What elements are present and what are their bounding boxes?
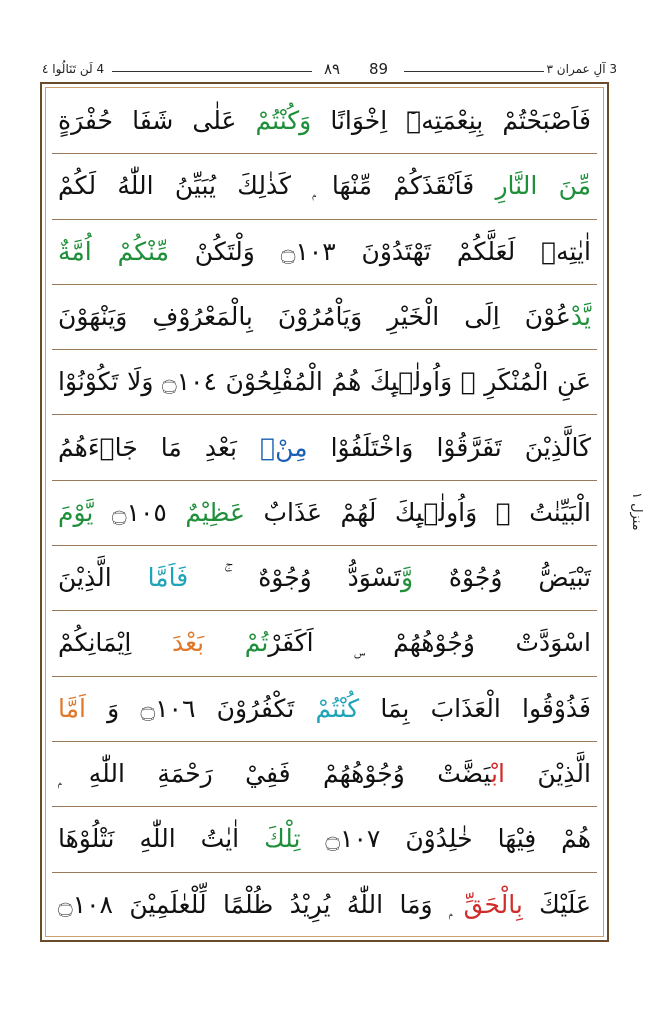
text-segment: ھُمْ فِيْھَا خٰلِدُوْنَ ۝١٠٧ xyxy=(300,824,591,854)
text-segment: كُنْتُمْ xyxy=(315,693,360,723)
text-segment: مِّنَ النَّارِ xyxy=(495,171,591,201)
text-segment: اَمَّا xyxy=(58,693,86,723)
text-segment: مِنْۢ xyxy=(260,432,308,462)
text-segment: الَّذِيْنَ xyxy=(58,563,148,593)
text-segment: فَاَنْقَذَكُمْ مِّنْهَا ۭ كَذٰلِكَ يُبَيِّنُ اللّٰهُ لَكُمْ xyxy=(58,171,496,201)
text-line xyxy=(52,676,597,742)
text-line xyxy=(52,610,597,676)
text-segment: فَاَمَّا xyxy=(147,563,189,593)
text-segment: عَلَيْكَ xyxy=(522,889,591,919)
surah-label: 3 آلِ عمران ٣ xyxy=(546,62,617,76)
text-segment: تَسْوَدُّ وُجُوْهٌ ۚ xyxy=(188,563,401,593)
text-segment: اٰيٰتُ اللّٰهِ نَتْلُوْھَا xyxy=(58,824,265,854)
text-line xyxy=(52,153,597,219)
text-line xyxy=(52,219,597,285)
text-lines xyxy=(45,87,604,937)
text-segment: تِلْكَ xyxy=(264,824,301,854)
text-segment: تُمْ xyxy=(244,628,269,658)
text-segment: عَلٰى شَفَا حُفْرَةٍ xyxy=(58,106,237,135)
text-segment: ابْ xyxy=(491,759,505,788)
text-line xyxy=(52,545,597,611)
text-segment: تَبْيَضُّ وُجُوْهٌ xyxy=(413,563,591,593)
text-segment: الَّذِيْنَ xyxy=(504,759,591,788)
text-line xyxy=(52,415,597,481)
text-line xyxy=(52,806,597,872)
text-segment: بِالْحَقِّ xyxy=(463,889,523,919)
text-line xyxy=(52,872,597,937)
text-segment: ۝١٠٥ xyxy=(93,497,186,527)
text-segment: كَالَّذِيْنَ تَفَرَّقُوْا وَاخْتَلَفُوْا xyxy=(307,432,592,462)
text-segment: وَّ xyxy=(400,563,414,593)
text-segment: بَعْدَ xyxy=(171,628,245,658)
text-segment: بَعْدِ مَا جَاۗءَھُمُ xyxy=(58,432,261,462)
text-segment: الْبَيِّنٰتُ ۭ وَاُولٰۗىِٕكَ لَھُمْ عَذَابٌ xyxy=(244,497,591,527)
text-line xyxy=(52,480,597,546)
text-segment: اِيْمَانِكُمْ xyxy=(58,628,172,658)
text-segment: فَاَصْبَحْتُمْ بِنِعْمَتِهٖٓ اِخْوَانًا xyxy=(330,106,591,135)
text-segment: عَنِ الْمُنْكَرِ ۭ وَاُولٰۗىِٕكَ هُمُ الْمُفْلِحُوْنَ ۝١٠٤ وَلَا تَكُوْنُوْا xyxy=(58,367,591,397)
manzil-marker: منزل ١ xyxy=(629,492,644,531)
text-line xyxy=(52,88,597,154)
juz-label: 4 لَن تَنَالُوا ٤ xyxy=(42,62,105,76)
text-segment: يَضَّتْ وُجُوْھُھُمْ فَفِيْ رَحْمَةِ اللّٰهِ ۭ xyxy=(58,759,491,788)
text-line xyxy=(52,284,597,350)
text-segment: عَظِيْمٌ xyxy=(185,497,245,527)
header-rule-right xyxy=(404,71,544,72)
text-segment: ۭ وَمَا اللّٰهُ يُرِيْدُ ظُلْمًا لِّلْعٰلَمِيْنَ ۝١٠٨ xyxy=(58,889,464,919)
header-rule-left xyxy=(112,71,312,72)
text-segment: فَذُوْقُوا الْعَذَابَ بِمَا xyxy=(359,693,592,723)
page-number-urdu: ٨٩ xyxy=(324,60,341,78)
text-segment: يَّوْمَ xyxy=(58,497,94,527)
text-line xyxy=(52,349,597,415)
page-number: 89 xyxy=(369,60,389,78)
text-segment: عُوْنَ اِلَى الْخَيْرِ وَيَاْمُرُوْنَ بِالْمَعْرُوْفِ وَيَنْهَوْنَ xyxy=(58,301,571,331)
text-segment: مِّنْكُمْ اُمَّةٌ xyxy=(58,236,169,266)
text-segment: وَكُنْتُمْ xyxy=(236,106,331,135)
text-segment: يَّدْ xyxy=(570,301,591,331)
page-header xyxy=(42,60,617,82)
text-segment: اسْوَدَّتْ وُجُوْھُھُمْ ۣ اَكَفَرْ xyxy=(268,628,591,658)
text-frame xyxy=(40,82,609,942)
text-segment: اٰيٰتِهٖ لَعَلَّكُمْ تَهْتَدُوْنَ ۝١٠٣ وَلْتَكُنْ xyxy=(168,236,591,266)
text-segment: تَكْفُرُوْنَ ۝١٠٦ وَ xyxy=(85,693,316,723)
text-line xyxy=(52,741,597,807)
